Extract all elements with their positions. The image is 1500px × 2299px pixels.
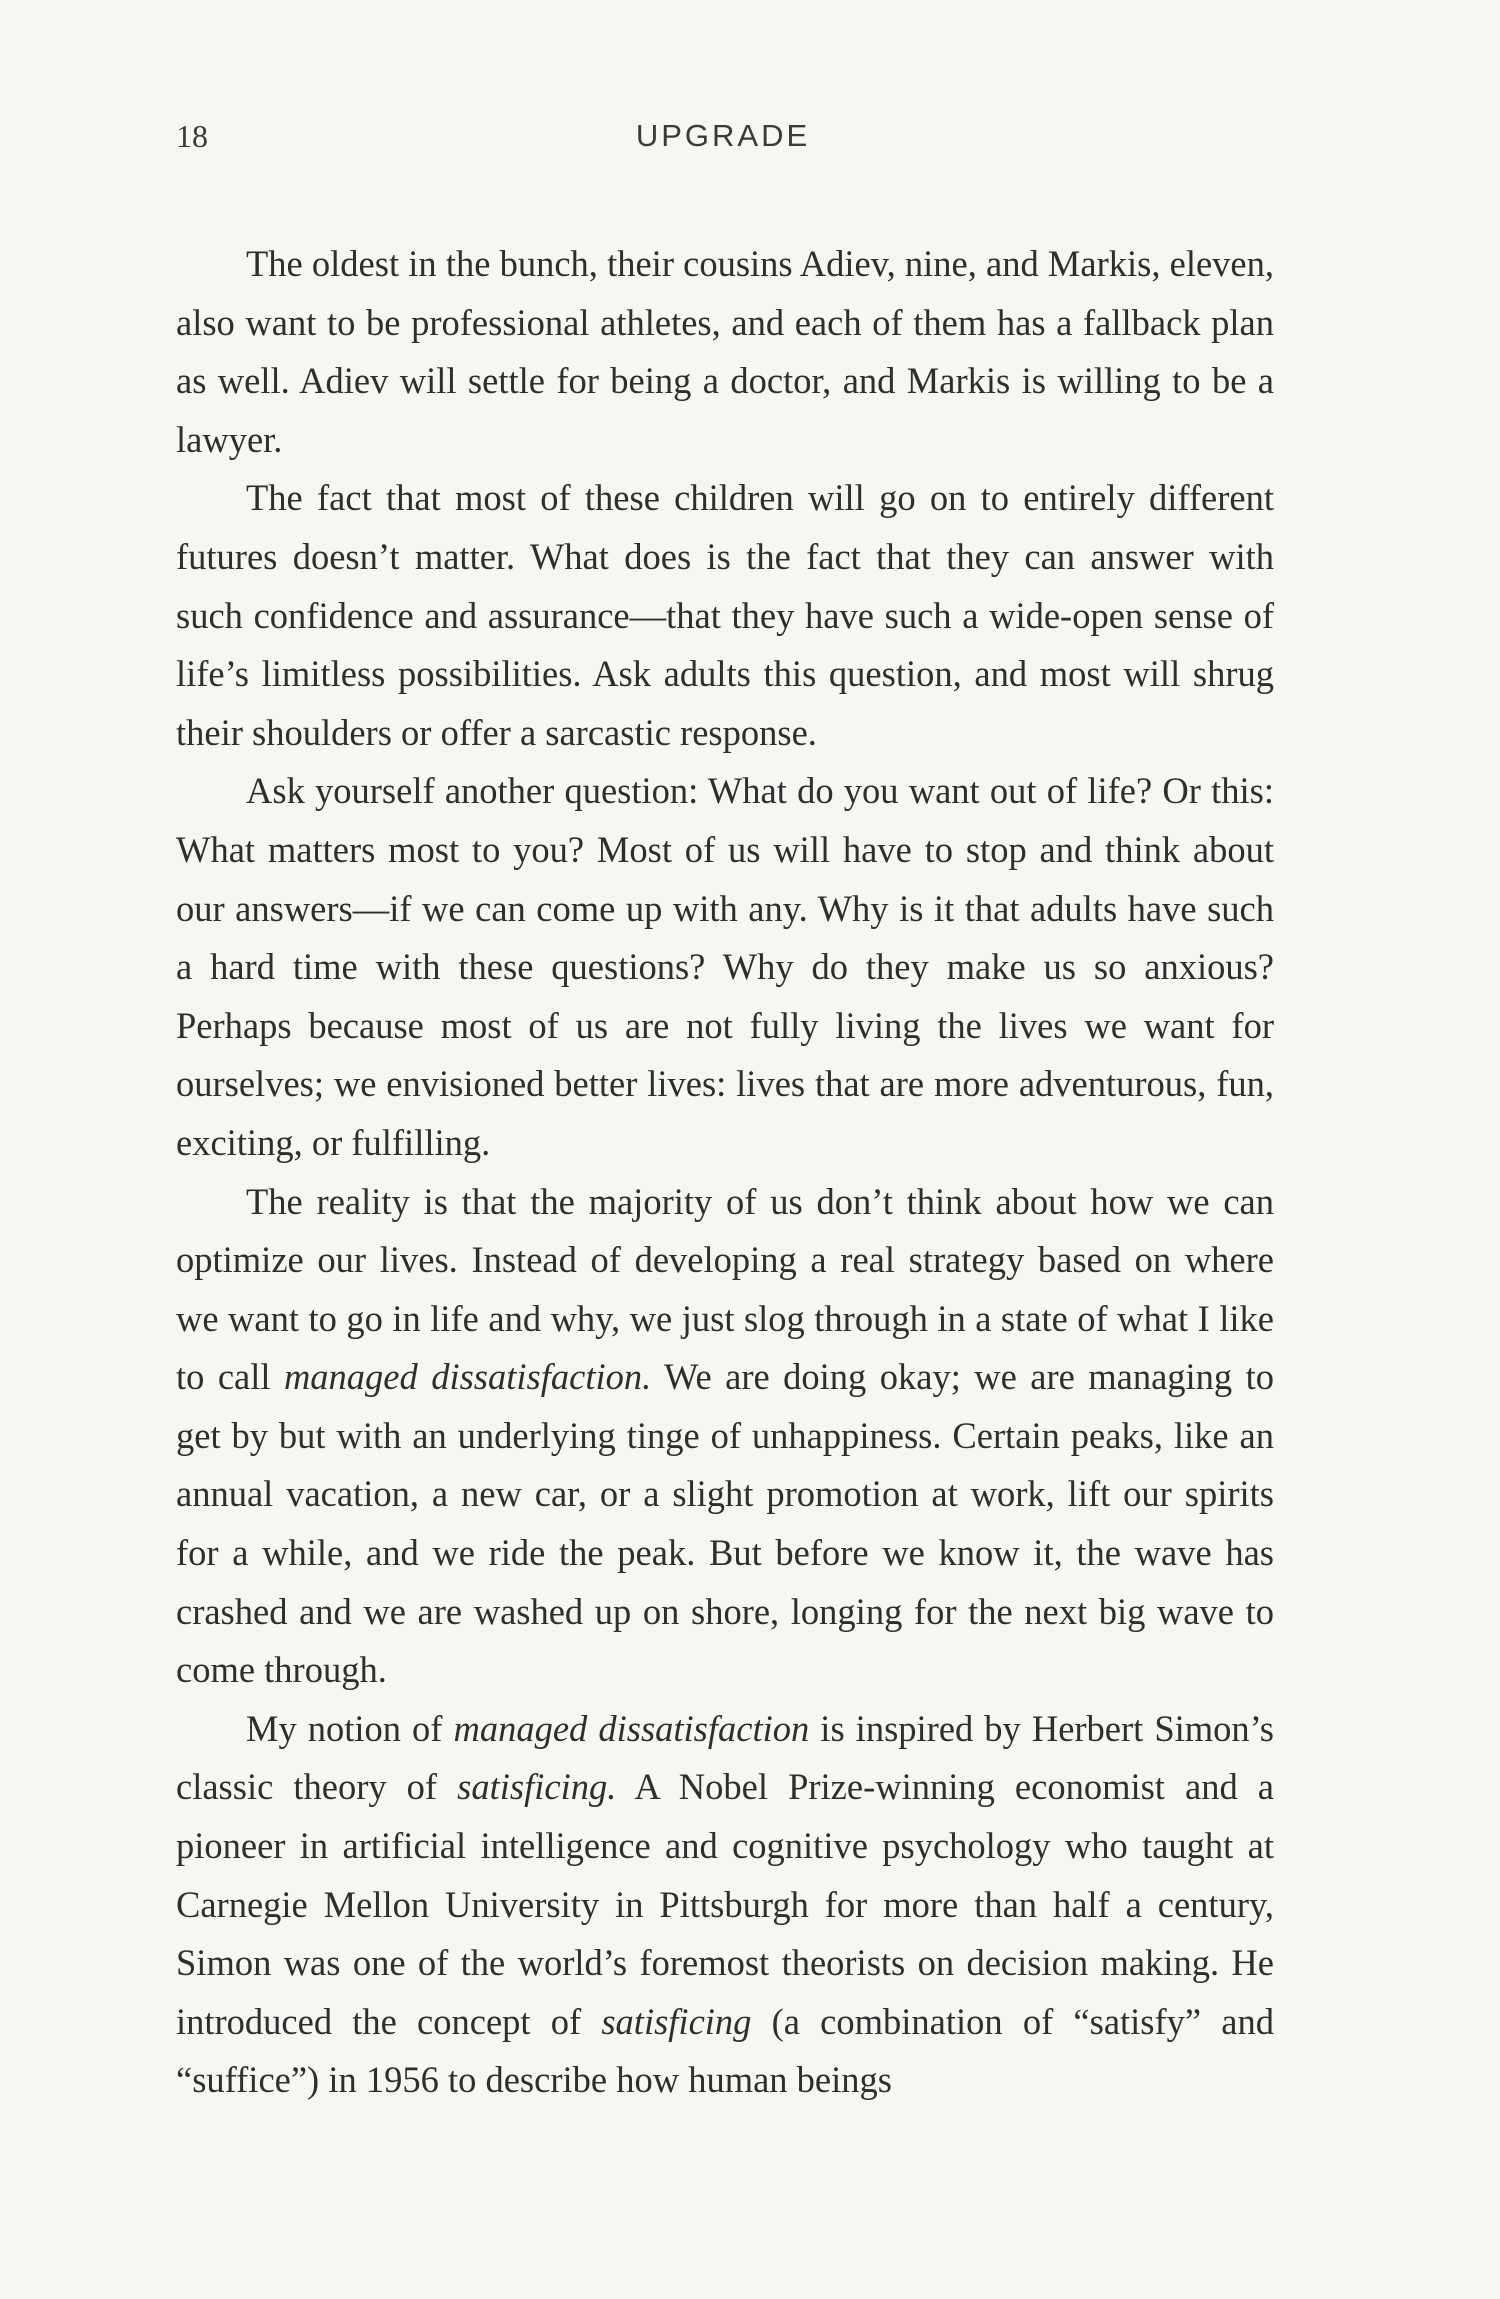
paragraph: [176, 762, 1274, 1172]
paragraph: [176, 235, 1274, 469]
italic-phrase: managed dissatisfaction: [453, 1707, 810, 1749]
text-run: The reality is that the majority of us don’t think about how we can optimize our lives. Instead of developing a real strategy based on where we want to go in life and why, we just slog through in a state of what I like to call: [176, 1180, 1274, 1398]
text-run: My notion of: [246, 1707, 454, 1749]
page-number: 18: [176, 118, 208, 154]
text-run: is inspired by Herbert Simon’s classic theory of: [176, 1707, 1275, 1808]
paragraph: [176, 1173, 1274, 1700]
italic-phrase: satisficing: [601, 2000, 752, 2042]
text-run: Ask yourself another question: What do you want out of life? Or this: What matters most to you? Most of us will have to stop and think about our answers—if we can come up with any. Why is it that adults have such a hard time with these questions? Why do they make us so anxious? Perhaps because most of us are not fully living the lives we want for ourselves; we envisioned better lives: lives that are more adventurous, fun, exciting, or fulfilling.: [176, 770, 1274, 1163]
text-run: We are doing okay; we are managing to get by but with an underlying tinge of unhappiness. Certain peaks, like an annual vacation, a new car, or a slight promotion at work, lift our spirits for a while, and we ride the peak. But before we know it, the wave has crashed and we are washed up on shore, longing for the next big wave to come through.: [176, 1356, 1275, 1691]
italic-phrase: satisficing.: [457, 1766, 617, 1808]
text-run: A Nobel Prize-winning economist and a pioneer in artificial intelligence and cognitive psychology who taught at Carnegie Mellon University in Pittsburgh for more than half a century, Simon was one of the world’s foremost theorists on decision making. He introduced the concept of: [176, 1766, 1274, 2042]
paragraph: [176, 1700, 1274, 2110]
paragraph: [176, 469, 1274, 762]
body-text: [176, 235, 1274, 2110]
text-run: (a combination of “satisfy” and “suffice”) in 1956 to describe how human beings: [176, 2000, 1274, 2101]
text-run: The oldest in the bunch, their cousins Adiev, nine, and Markis, eleven, also want to be professional athletes, and each of them has a fallback plan as well. Adiev will settle for being a doctor, and Markis is willing to be a lawyer.: [176, 243, 1274, 460]
book-title: UPGRADE: [635, 118, 811, 153]
italic-phrase: managed dissatisfaction.: [283, 1356, 652, 1398]
running-head: [176, 118, 1270, 158]
text-run: The fact that most of these children will go on to entirely different futures doesn’t matter. What does is the fact that they can answer with such confidence and assurance—that they have such a wide-open sense of life’s limitless possibilities. Ask adults this question, and most will shrug their shoulders or offer a sarcastic response.: [176, 477, 1274, 753]
